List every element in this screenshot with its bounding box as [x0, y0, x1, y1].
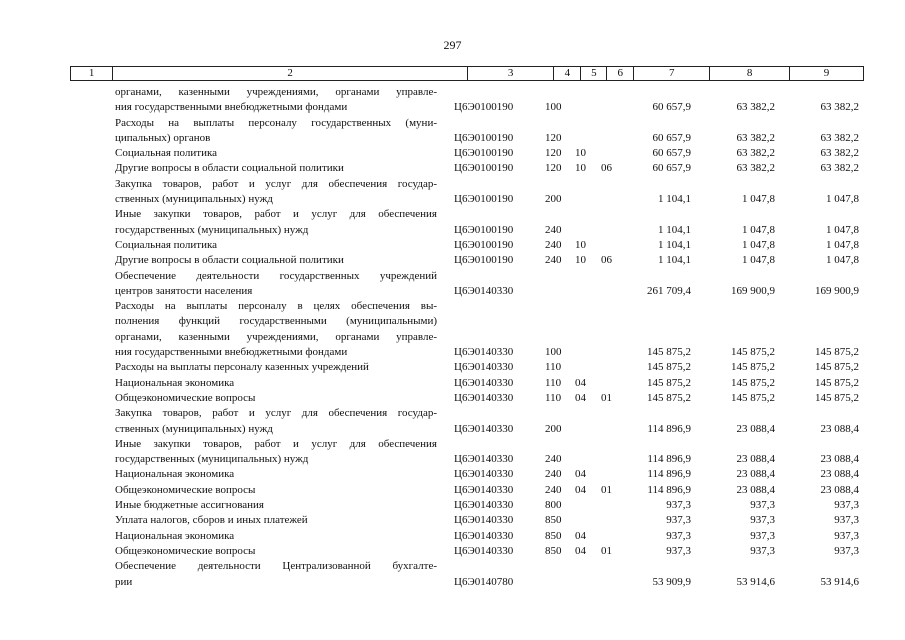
target-article-code: Ц6Э0140330 [454, 391, 514, 404]
table-row [0, 559, 905, 590]
amount-col-8: 1 047,8 [742, 193, 775, 206]
description-line: Обеспечение деятельности Централизованной бухгалте- [115, 560, 437, 573]
section: 04 [575, 468, 586, 481]
expense-type: 110 [545, 361, 562, 374]
table-row [0, 177, 905, 208]
table-row [0, 269, 905, 300]
row-description [115, 161, 437, 176]
subsection: 06 [601, 162, 612, 175]
amount-col-8: 1 047,8 [742, 254, 775, 267]
amount-col-8: 23 088,4 [736, 483, 775, 496]
table-row [0, 498, 905, 513]
amount-col-9: 145 875,2 [815, 376, 859, 389]
table-row [0, 161, 905, 176]
amount-col-7: 1 104,1 [658, 193, 691, 206]
description-line: Закупка товаров, работ и услуг для обеспечения государ- [115, 177, 437, 190]
table-row [0, 437, 905, 468]
expense-type: 200 [545, 193, 562, 206]
table-row [0, 529, 905, 544]
table-row [0, 483, 905, 498]
description-line: органами, казенными учреждениями, органами управле- [115, 86, 437, 98]
amount-col-9: 23 088,4 [820, 468, 859, 481]
table-row [0, 85, 905, 116]
target-article-code: Ц6Э0140330 [454, 376, 514, 389]
table-row [0, 391, 905, 406]
row-description [115, 376, 437, 391]
row-description [115, 391, 437, 406]
amount-col-9: 145 875,2 [815, 361, 859, 374]
expense-type: 240 [545, 453, 562, 466]
description-line: полнения функций государственными (муниципальными) [115, 315, 437, 328]
description-line: центров занятости населения [115, 284, 253, 297]
amount-col-8: 145 875,2 [731, 391, 775, 404]
column-header-7: 7 [634, 67, 710, 80]
column-header-6: 6 [607, 67, 634, 80]
expense-type: 800 [545, 499, 562, 512]
table-body [0, 85, 905, 590]
amount-col-9: 937,3 [834, 499, 859, 512]
table-row [0, 116, 905, 147]
target-article-code: Ц6Э0140330 [454, 453, 514, 466]
amount-col-8: 937,3 [750, 499, 775, 512]
subsection: 01 [601, 544, 612, 557]
amount-col-8: 937,3 [750, 529, 775, 542]
table-row [0, 207, 905, 238]
target-article-code: Ц6Э0140330 [454, 483, 514, 496]
amount-col-8: 145 875,2 [731, 346, 775, 359]
row-description [115, 238, 437, 253]
amount-col-9: 937,3 [834, 514, 859, 527]
amount-col-8: 169 900,9 [731, 284, 775, 297]
table-row [0, 299, 905, 360]
amount-col-7: 937,3 [666, 499, 691, 512]
amount-col-8: 145 875,2 [731, 361, 775, 374]
description-line: Расходы на выплаты персоналу государственных (муни- [115, 116, 437, 129]
description-line: Уплата налогов, сборов и иных платежей [115, 514, 308, 527]
table-row [0, 253, 905, 268]
row-description [115, 85, 437, 116]
expense-type: 850 [545, 544, 562, 557]
row-description [115, 253, 437, 268]
row-description [115, 513, 437, 528]
row-description [115, 544, 437, 559]
table-row [0, 146, 905, 161]
section: 04 [575, 483, 586, 496]
table-row [0, 513, 905, 528]
subsection: 01 [601, 483, 612, 496]
expense-type: 120 [545, 147, 562, 160]
row-description [115, 207, 437, 238]
expense-type: 850 [545, 529, 562, 542]
amount-col-7: 114 896,9 [647, 453, 691, 466]
description-line: Обеспечение деятельности государственных учреждений [115, 269, 437, 282]
description-line: Расходы на выплаты персоналу казенных учреждений [115, 361, 369, 374]
table-row [0, 406, 905, 437]
expense-type: 110 [545, 376, 562, 389]
target-article-code: Ц6Э0140330 [454, 468, 514, 481]
amount-col-7: 114 896,9 [647, 422, 691, 435]
amount-col-9: 937,3 [834, 529, 859, 542]
amount-col-9: 23 088,4 [820, 422, 859, 435]
page-number: 297 [443, 38, 462, 52]
amount-col-7: 145 875,2 [647, 346, 691, 359]
row-description [115, 116, 437, 147]
amount-col-8: 23 088,4 [736, 468, 775, 481]
amount-col-7: 145 875,2 [647, 391, 691, 404]
description-line: государственных (муниципальных) нужд [115, 453, 309, 466]
section: 10 [575, 162, 586, 175]
amount-col-7: 60 657,9 [652, 147, 691, 160]
target-article-code: Ц6Э0140330 [454, 529, 514, 542]
section: 04 [575, 544, 586, 557]
target-article-code: Ц6Э0100190 [454, 131, 514, 144]
target-article-code: Ц6Э0140780 [454, 575, 514, 588]
description-line: Общеэкономические вопросы [115, 483, 256, 496]
subsection: 01 [601, 391, 612, 404]
amount-col-9: 63 382,2 [820, 162, 859, 175]
amount-col-9: 23 088,4 [820, 453, 859, 466]
description-line: Другие вопросы в области социальной политики [115, 162, 344, 175]
amount-col-9: 145 875,2 [815, 391, 859, 404]
section: 04 [575, 529, 586, 542]
row-description [115, 467, 437, 482]
table-row [0, 376, 905, 391]
amount-col-7: 60 657,9 [652, 162, 691, 175]
target-article-code: Ц6Э0140330 [454, 346, 514, 359]
target-article-code: Ц6Э0100190 [454, 162, 514, 175]
target-article-code: Ц6Э0100190 [454, 254, 514, 267]
amount-col-7: 145 875,2 [647, 376, 691, 389]
section: 10 [575, 238, 586, 251]
description-line: ния государственными внебюджетными фондами [115, 101, 348, 114]
amount-col-9: 1 047,8 [826, 238, 859, 251]
description-line: Закупка товаров, работ и услуг для обеспечения государ- [115, 407, 437, 420]
amount-col-7: 114 896,9 [647, 483, 691, 496]
description-line: ципальных) органов [115, 131, 211, 144]
row-description [115, 559, 437, 590]
row-description [115, 529, 437, 544]
section: 10 [575, 147, 586, 160]
description-line: Социальная политика [115, 238, 218, 251]
expense-type: 120 [545, 162, 562, 175]
amount-col-9: 169 900,9 [815, 284, 859, 297]
column-header-1: 1 [71, 67, 113, 80]
description-line: Общеэкономические вопросы [115, 544, 256, 557]
section: 04 [575, 376, 586, 389]
description-line: ственных (муниципальных) нужд [115, 193, 273, 206]
amount-col-8: 937,3 [750, 514, 775, 527]
amount-col-7: 60 657,9 [652, 101, 691, 114]
amount-col-8: 63 382,2 [736, 101, 775, 114]
amount-col-9: 63 382,2 [820, 101, 859, 114]
row-description [115, 146, 437, 161]
expense-type: 850 [545, 514, 562, 527]
expense-type: 100 [545, 346, 562, 359]
description-line: Национальная экономика [115, 529, 235, 542]
target-article-code: Ц6Э0140330 [454, 361, 514, 374]
amount-col-7: 261 709,4 [647, 284, 691, 297]
expense-type: 100 [545, 101, 562, 114]
target-article-code: Ц6Э0140330 [454, 422, 514, 435]
amount-col-7: 937,3 [666, 544, 691, 557]
amount-col-9: 23 088,4 [820, 483, 859, 496]
section: 04 [575, 391, 586, 404]
expense-type: 240 [545, 223, 562, 236]
column-header-5: 5 [581, 67, 607, 80]
target-article-code: Ц6Э0100190 [454, 193, 514, 206]
amount-col-9: 145 875,2 [815, 346, 859, 359]
amount-col-8: 23 088,4 [736, 422, 775, 435]
description-line: Другие вопросы в области социальной политики [115, 254, 344, 267]
amount-col-7: 114 896,9 [647, 468, 691, 481]
expense-type: 120 [545, 131, 562, 144]
amount-col-7: 937,3 [666, 529, 691, 542]
expense-type: 110 [545, 391, 562, 404]
target-article-code: Ц6Э0140330 [454, 499, 514, 512]
description-line: Иные бюджетные ассигнования [115, 499, 264, 512]
column-header-9: 9 [823, 67, 830, 79]
amount-col-7: 1 104,1 [658, 223, 691, 236]
amount-col-8: 1 047,8 [742, 223, 775, 236]
column-header-8: 8 [710, 67, 790, 80]
description-line: Национальная экономика [115, 376, 235, 389]
description-line: рии [115, 575, 133, 588]
description-line: ственных (муниципальных) нужд [115, 422, 273, 435]
amount-col-8: 53 914,6 [736, 575, 775, 588]
description-line: Общеэкономические вопросы [115, 391, 256, 404]
target-article-code: Ц6Э0140330 [454, 284, 514, 297]
table-row [0, 360, 905, 375]
description-line: Национальная экономика [115, 468, 235, 481]
amount-col-8: 23 088,4 [736, 453, 775, 466]
target-article-code: Ц6Э0100190 [454, 147, 514, 160]
amount-col-8: 63 382,2 [736, 162, 775, 175]
description-line: Расходы на выплаты персоналу в целях обеспечения вы- [115, 300, 437, 313]
table-row [0, 467, 905, 482]
target-article-code: Ц6Э0100190 [454, 238, 514, 251]
column-header-2: 2 [113, 67, 468, 80]
row-description [115, 360, 437, 375]
column-header-3: 3 [468, 67, 555, 80]
amount-col-7: 1 104,1 [658, 254, 691, 267]
row-description [115, 177, 437, 208]
amount-col-9: 63 382,2 [820, 147, 859, 160]
row-description [115, 269, 437, 300]
description-line: Иные закупки товаров, работ и услуг для обеспечения [115, 437, 437, 450]
amount-col-7: 53 909,9 [652, 575, 691, 588]
target-article-code: Ц6Э0100190 [454, 101, 514, 114]
amount-col-9: 1 047,8 [826, 223, 859, 236]
amount-col-7: 145 875,2 [647, 361, 691, 374]
section: 10 [575, 254, 586, 267]
target-article-code: Ц6Э0140330 [454, 514, 514, 527]
table-row [0, 544, 905, 559]
row-description [115, 498, 437, 513]
amount-col-8: 145 875,2 [731, 376, 775, 389]
expense-type: 240 [545, 238, 562, 251]
description-line: Иные закупки товаров, работ и услуг для обеспечения [115, 208, 437, 221]
table-header [70, 66, 864, 81]
row-description [115, 406, 437, 437]
row-description [115, 299, 437, 360]
amount-col-8: 1 047,8 [742, 238, 775, 251]
amount-col-8: 63 382,2 [736, 131, 775, 144]
amount-col-7: 1 104,1 [658, 238, 691, 251]
row-description [115, 483, 437, 498]
expense-type: 240 [545, 254, 562, 267]
description-line: Социальная политика [115, 147, 218, 160]
table-row [0, 238, 905, 253]
expense-type: 200 [545, 422, 562, 435]
description-line: органами, казенными учреждениями, органами управле- [115, 330, 437, 343]
amount-col-8: 63 382,2 [736, 147, 775, 160]
subsection: 06 [601, 254, 612, 267]
target-article-code: Ц6Э0100190 [454, 223, 514, 236]
description-line: государственных (муниципальных) нужд [115, 223, 309, 236]
amount-col-9: 53 914,6 [820, 575, 859, 588]
expense-type: 240 [545, 468, 562, 481]
target-article-code: Ц6Э0140330 [454, 544, 514, 557]
amount-col-9: 937,3 [834, 544, 859, 557]
amount-col-8: 937,3 [750, 544, 775, 557]
amount-col-7: 937,3 [666, 514, 691, 527]
amount-col-7: 60 657,9 [652, 131, 691, 144]
amount-col-9: 1 047,8 [826, 254, 859, 267]
column-header-4: 4 [554, 67, 581, 80]
expense-type: 240 [545, 483, 562, 496]
description-line: ния государственными внебюджетными фондами [115, 346, 348, 359]
amount-col-9: 1 047,8 [826, 193, 859, 206]
row-description [115, 437, 437, 468]
amount-col-9: 63 382,2 [820, 131, 859, 144]
